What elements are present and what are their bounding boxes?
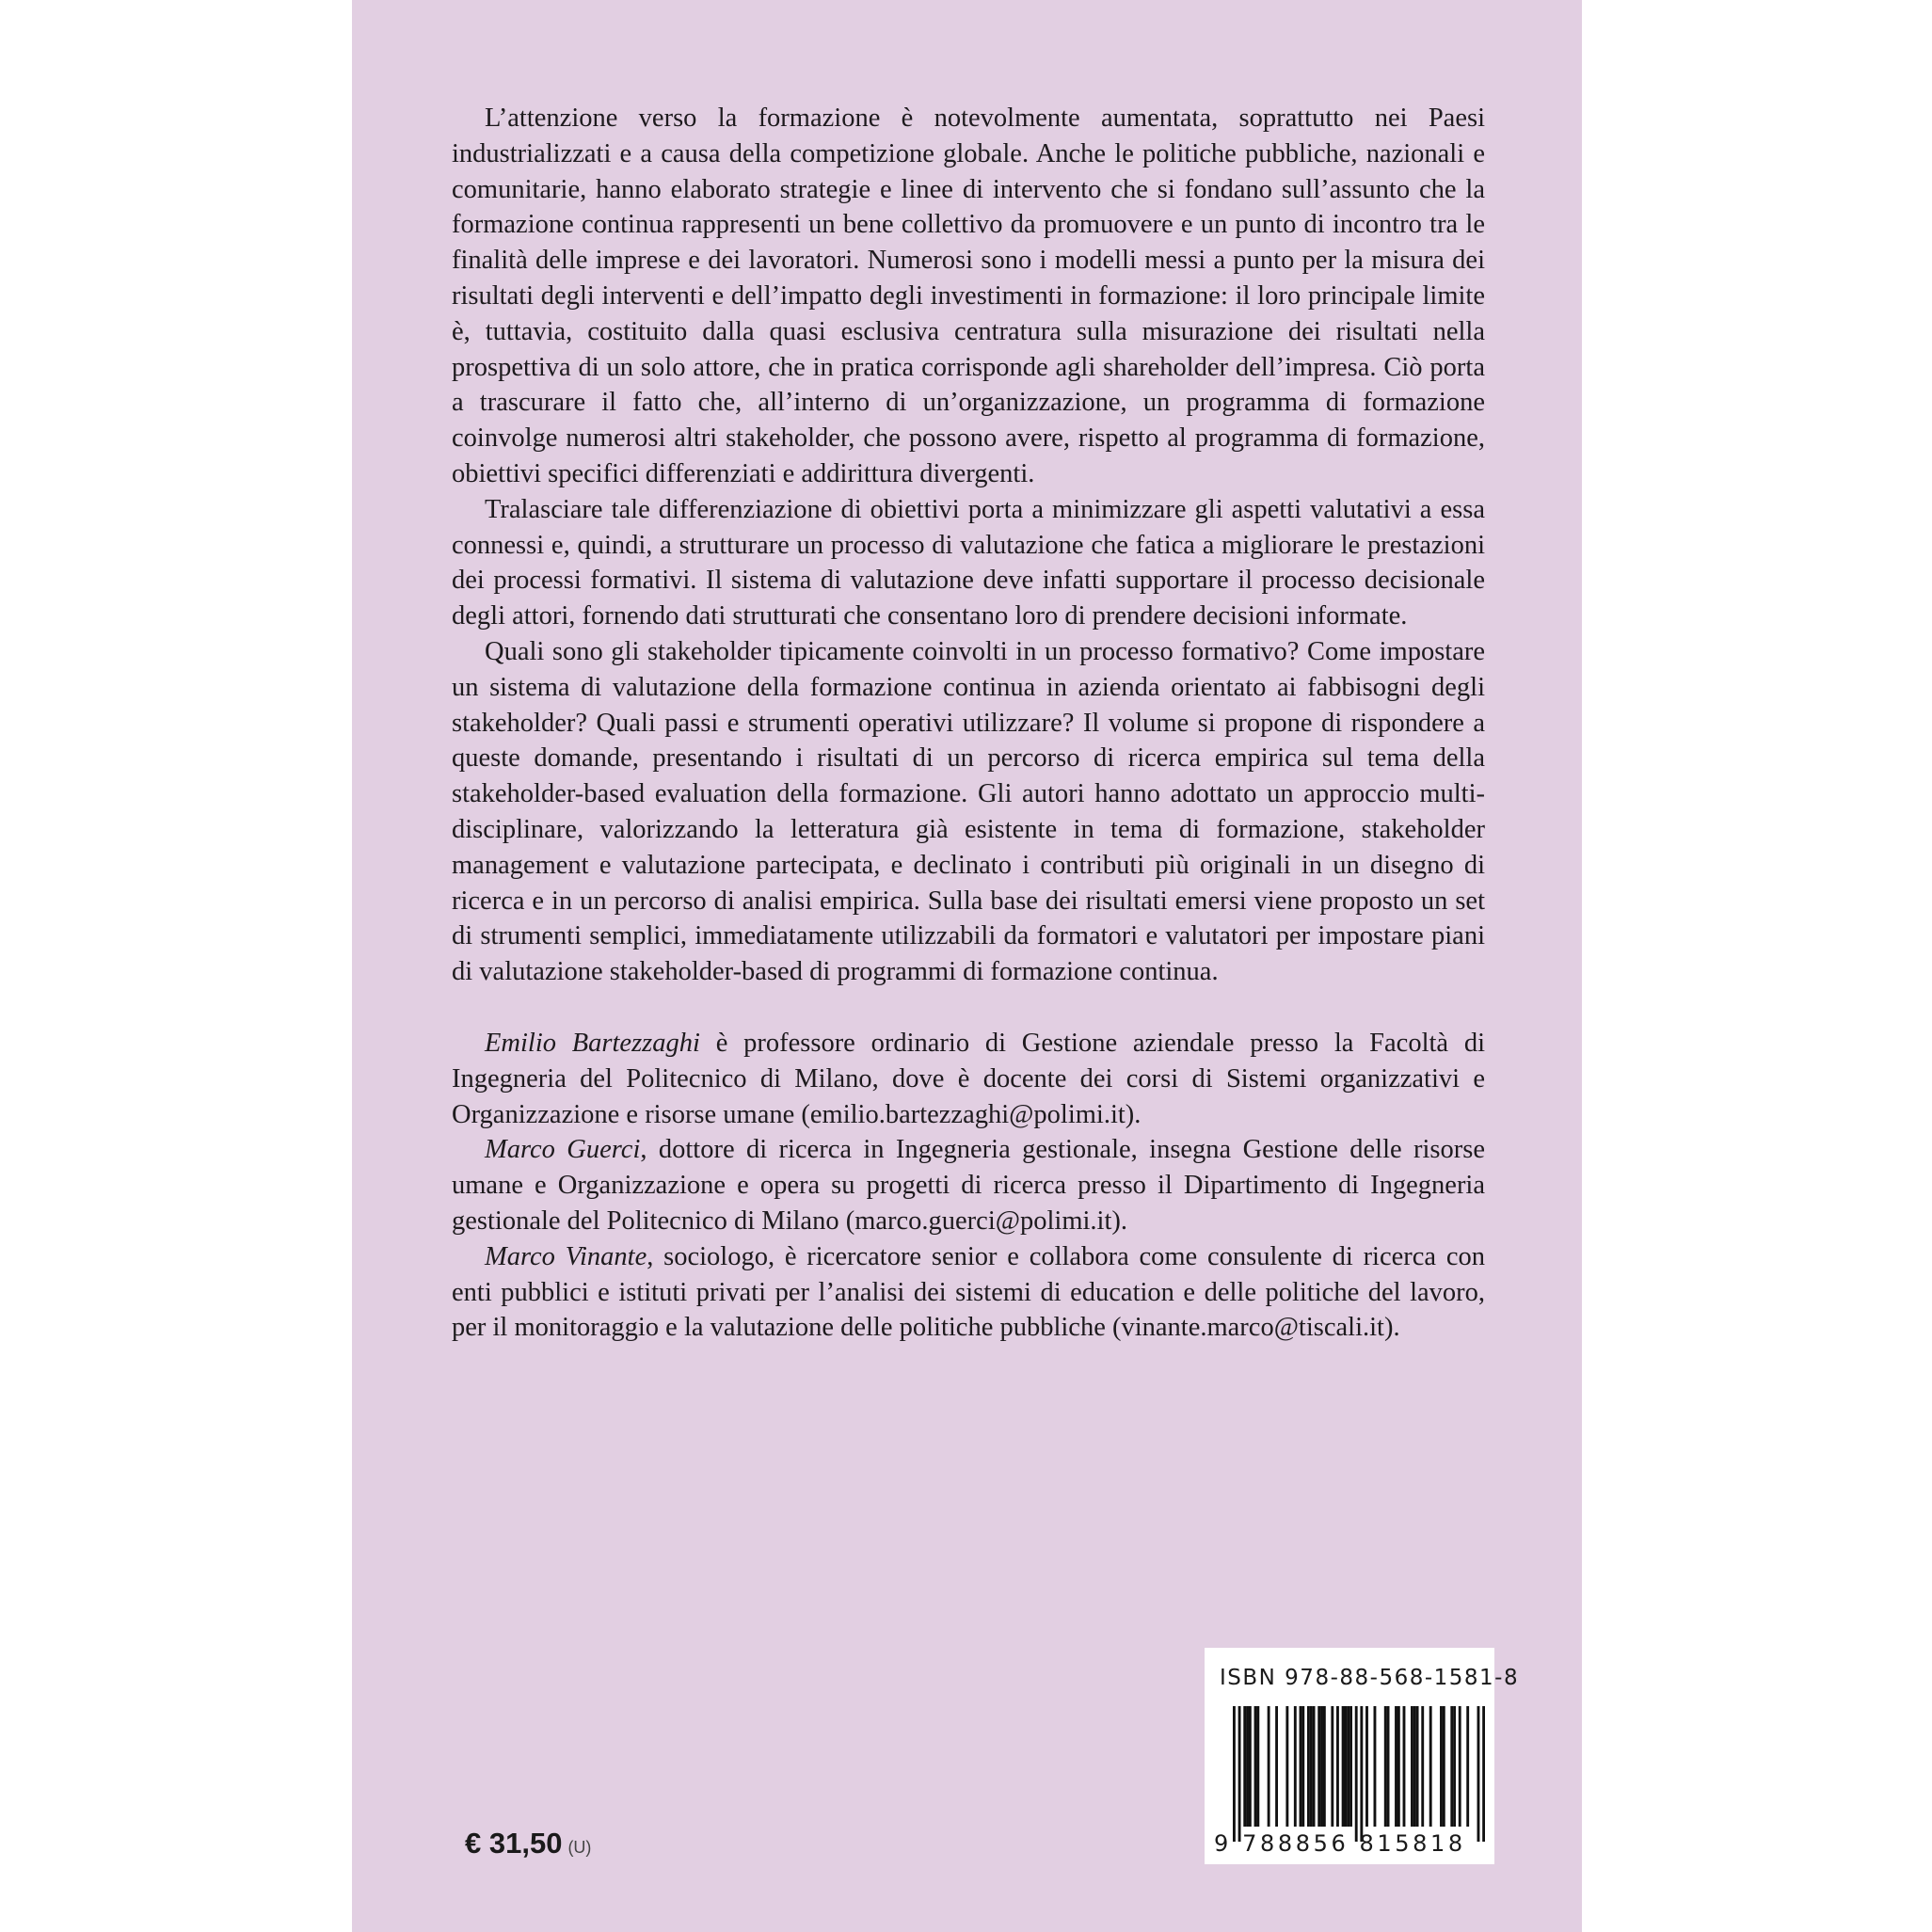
barcode-bar: [1310, 1706, 1313, 1827]
author-name-1: Emilio Bartezzaghi: [485, 1028, 700, 1058]
barcode-bar: [1238, 1706, 1241, 1842]
barcode-bar: [1331, 1706, 1333, 1827]
barcode-bar: [1301, 1706, 1304, 1827]
author-bio-3: [452, 1239, 1485, 1346]
barcode-bar: [1355, 1706, 1358, 1842]
barcode-bar: [1246, 1706, 1249, 1827]
barcode-bar: [1323, 1706, 1326, 1827]
barcode-bar: [1256, 1706, 1259, 1827]
barcode-bar: [1466, 1706, 1469, 1827]
price: [465, 1827, 591, 1860]
barcode-bar: [1254, 1706, 1257, 1827]
barcode-bar: [1453, 1706, 1456, 1827]
barcode-bar: [1275, 1706, 1278, 1827]
barcode-bar: [1313, 1706, 1316, 1827]
barcode-bar: [1459, 1706, 1461, 1827]
barcode-bar: [1320, 1706, 1323, 1827]
back-cover: [352, 0, 1582, 1932]
barcode-bar: [1416, 1706, 1419, 1827]
barcode-bar: [1349, 1706, 1352, 1827]
barcode-bar: [1342, 1706, 1345, 1827]
barcode-bar: [1285, 1706, 1288, 1827]
barcode-bar: [1317, 1706, 1320, 1827]
barcode-bar: [1344, 1706, 1347, 1827]
barcode-bar: [1384, 1706, 1387, 1827]
isbn-label: ISBN 978-88-568-1581-8: [1220, 1666, 1520, 1690]
author-name-3: Marco Vinante: [485, 1241, 647, 1271]
author-text-1: è professore ordinario di Gestione aziendale presso la Facoltà di Ingegneria del Politecnico di Milano, dove è docente dei corsi di Sistemi organizzativi e Organizzazione e risorse umane (emilio.bartezzaghi@polimi.it).: [452, 1028, 1485, 1129]
barcode-bar: [1268, 1706, 1270, 1827]
cover-text: [452, 101, 1485, 1346]
barcode-bar: [1249, 1706, 1252, 1827]
author-text-2: , dottore di ricerca in Ingegneria gestionale, insegna Gestione delle risorse umane e Organizzazione e opera su progetti di ricerca presso il Dipartimento di Ingegneria gestionale del Politecnico di Milano (marco.guerci@polimi.it).: [452, 1135, 1485, 1236]
barcode-bar: [1482, 1706, 1485, 1842]
paragraph-2: Tralasciare tale differenziazione di obiettivi porta a minimizzare gli aspetti valutativi a essa connessi e, quindi, a strutturare un processo di valutazione che fatica a migliorare le prestazioni dei processi formativi. Il sistema di valutazione deve infatti supportare il processo decisionale degli attori, fornendo dati strutturati che consentano loro di prendere decisioni informate.: [452, 494, 1485, 631]
barcode-bar: [1411, 1706, 1413, 1827]
paragraph-3: Quali sono gli stakeholder tipicamente coinvolti in un processo formativo? Come impostare un sistema di valutazione della formazione continua in azienda orientato ai fabbisogni degli stakeholder? Quali passi e strumenti operativi utilizzare? Il volume si propone di rispondere a queste domande, presentando i risultati di un percorso di ricerca empirica sul tema della stakeholder-based evaluation della formazione. Gli autori hanno adottato un approccio multi-disciplinare, valorizzando la letteratura già esistente in tema di formazione, stakeholder management e valutazione partecipata, e declinato i contributi più originali in un disegno di ricerca e in un percorso di analisi empirica. Sulla base dei risultati emersi viene proposto un set di strumenti semplici, immediatamente utilizzabili da formatori e valutatori per impostare piani di valutazione stakeholder-based di programmi di formazione continua.: [452, 636, 1485, 987]
barcode-bar: [1347, 1706, 1349, 1827]
barcode-bar: [1403, 1706, 1406, 1827]
author-name-2: Marco Guerci: [485, 1135, 641, 1165]
barcode-bar: [1365, 1706, 1368, 1827]
author-bio-1: [452, 1026, 1485, 1132]
barcode-bar: [1440, 1706, 1443, 1827]
author-bio-2: [452, 1132, 1485, 1238]
barcode-bar: [1397, 1706, 1400, 1827]
price-code: (U): [567, 1838, 592, 1857]
barcode-box: [1205, 1648, 1520, 1864]
barcode-bar: [1233, 1706, 1236, 1842]
barcode-bar: [1429, 1706, 1432, 1827]
barcode-bar: [1294, 1706, 1297, 1827]
author-text-3: , sociologo, è ricercatore senior e collabora come consulente di ricerca con enti pubblici e istituti privati per l’analisi dei sistemi di education e delle politiche del lavoro, per il monitoraggio e la valutazione delle politiche pubbliche (vinante.marco@tiscali.it).: [452, 1241, 1485, 1343]
barcode-digits: 9 788856 815818: [1214, 1830, 1466, 1857]
barcode-bars: [1233, 1706, 1485, 1842]
barcode-bar: [1307, 1706, 1310, 1827]
barcode-bar: [1443, 1706, 1445, 1827]
barcode-bar: [1413, 1706, 1416, 1827]
barcode-bar: [1395, 1706, 1397, 1827]
barcode-bar: [1336, 1706, 1339, 1827]
barcode-bar: [1450, 1706, 1453, 1827]
barcode-bar: [1477, 1706, 1480, 1842]
barcode-bar: [1387, 1706, 1390, 1827]
barcode-bar: [1243, 1706, 1246, 1827]
barcode-bar: [1374, 1706, 1377, 1827]
price-value: € 31,50: [465, 1827, 563, 1860]
barcode-bar: [1360, 1706, 1363, 1842]
paragraph-1: L’attenzione verso la formazione è notevolmente aumentata, soprattutto nei Paesi industrializzati e a causa della competizione globale. Anche le politiche pubbliche, nazionali e comunitarie, hanno elaborato strategie e linee di intervento che si fondano sull’assunto che la formazione continua rappresenti un bene collettivo da promuovere e un punto di incontro tra le finalità delle imprese e dei lavoratori. Numerosi sono i modelli messi a punto per la misura dei risultati degli interventi e dell’impatto degli investimenti in formazione: il loro principale limite è, tuttavia, costituito dalla quasi esclusiva centratura sulla misurazione dei risultati nella prospettiva di un solo attore, che in pratica corrisponde agli shareholder dell’impresa. Ciò porta a trascurare il fatto che, all’interno di un’organizzazione, un programma di formazione coinvolge numerosi altri stakeholder, che possono avere, rispetto al programma di formazione, obiettivi specifici differenziati e addirittura divergenti.: [452, 104, 1485, 488]
barcode-bar: [1300, 1706, 1302, 1827]
barcode-bar: [1421, 1706, 1424, 1827]
